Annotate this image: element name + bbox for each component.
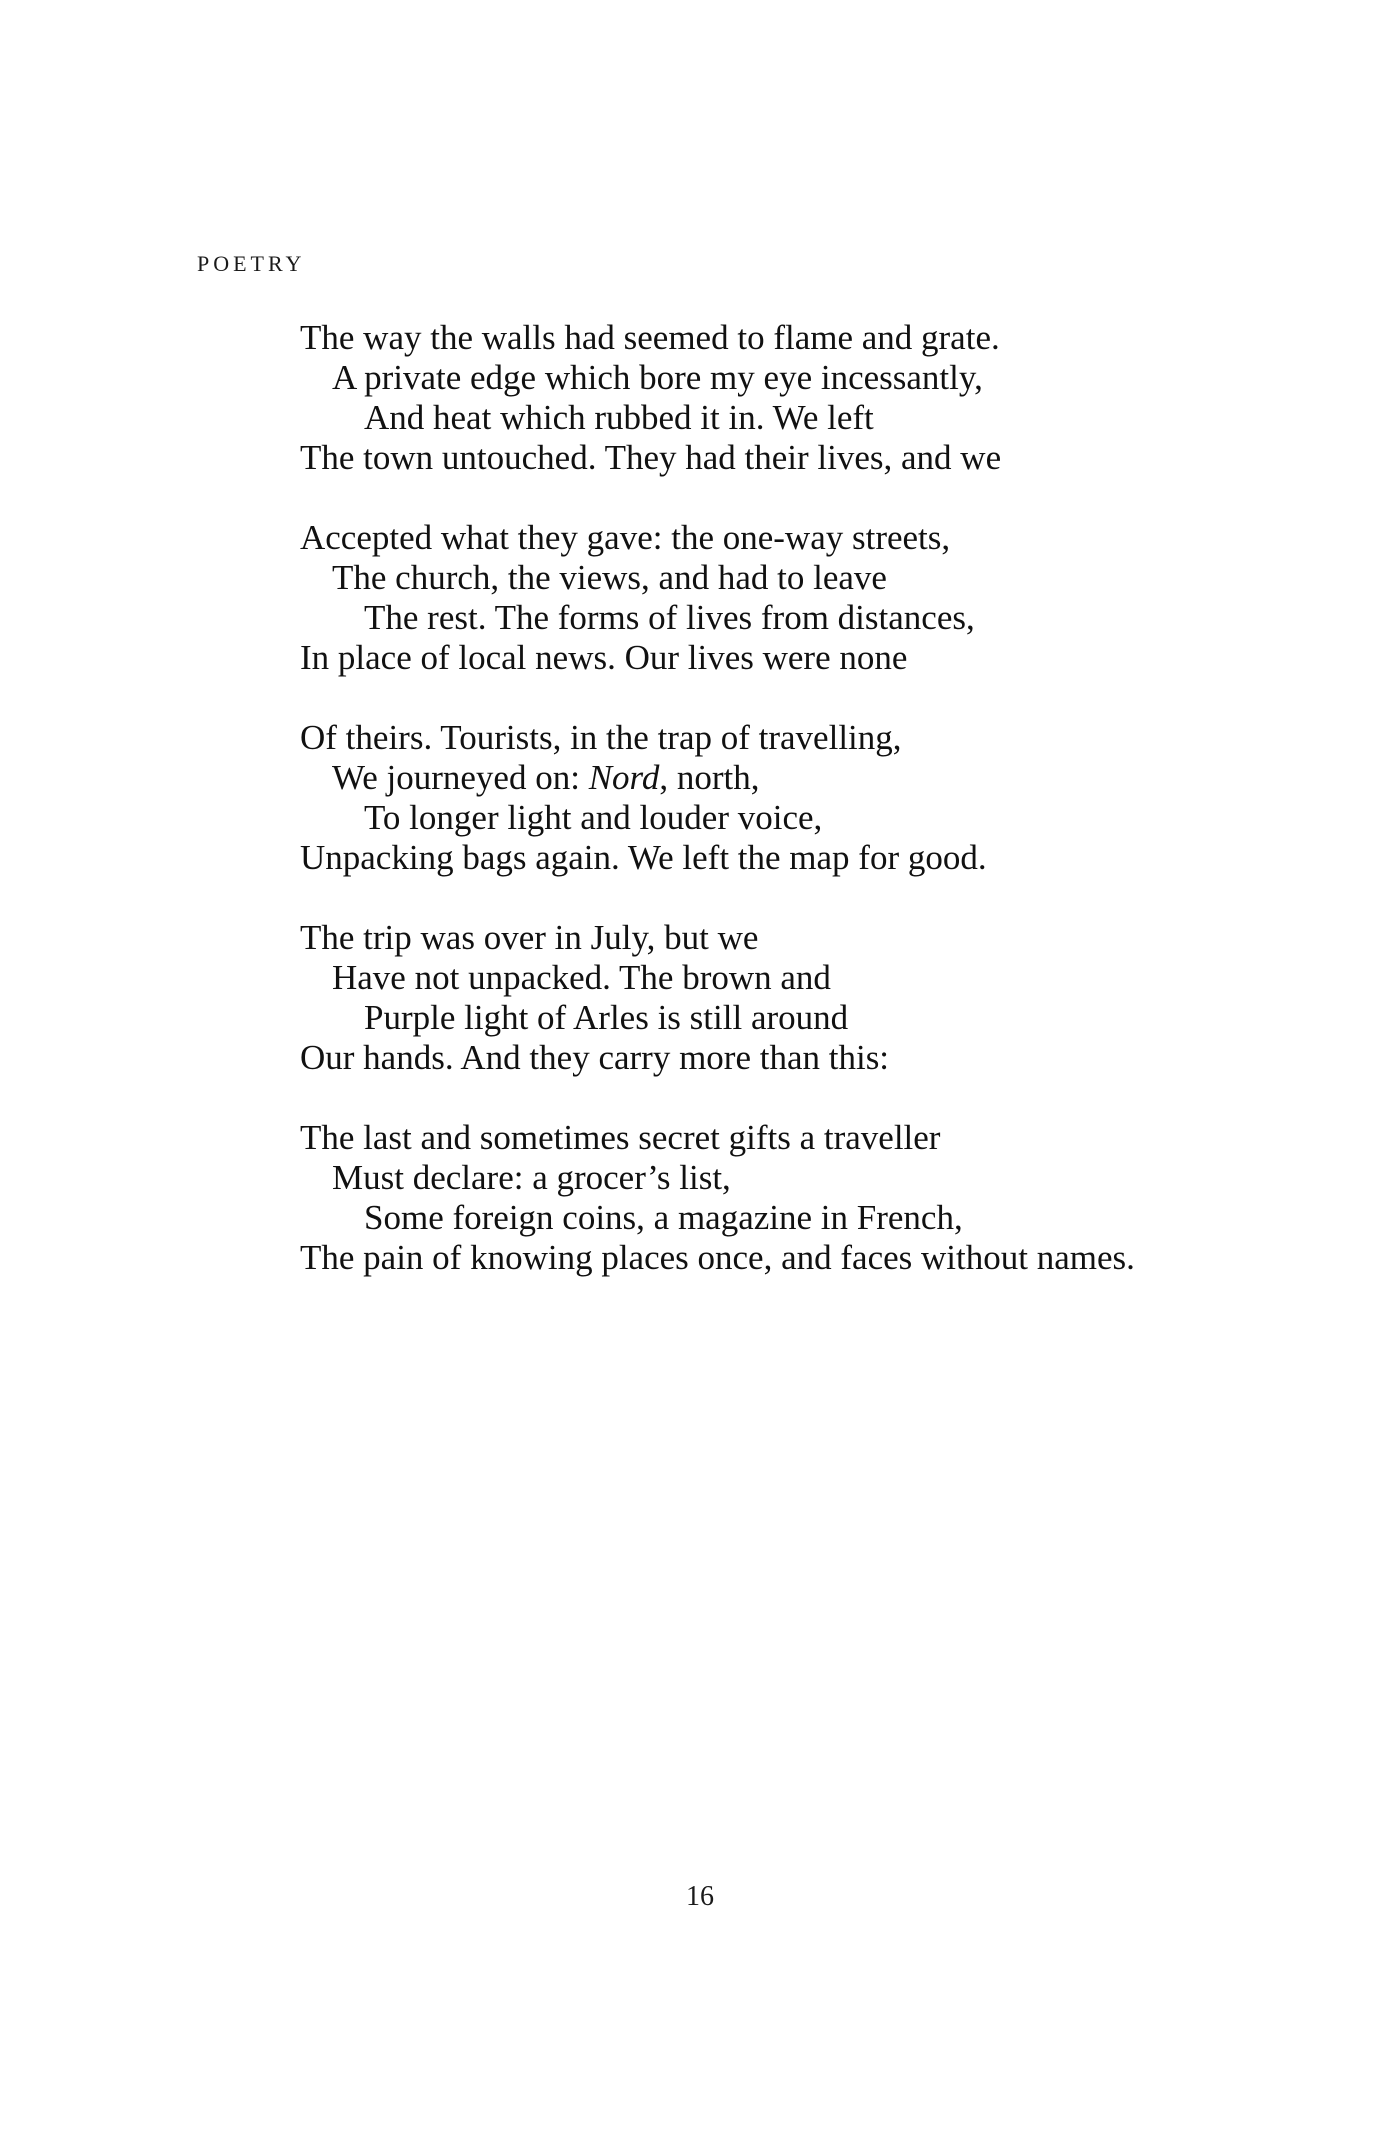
page-number: 16 — [686, 1881, 714, 1912]
poem-line: The way the walls had seemed to flame and grate. — [300, 318, 1000, 357]
running-head: POETRY — [197, 251, 306, 276]
poem-line: The last and sometimes secret gifts a traveller — [300, 1118, 941, 1157]
poem-line: To longer light and louder voice, — [364, 798, 823, 837]
poem-line: Must declare: a grocer’s list, — [332, 1158, 731, 1197]
poem-line: The trip was over in July, but we — [300, 918, 759, 957]
poem-line: Of theirs. Tourists, in the trap of travelling, — [300, 718, 902, 757]
stanza-4 — [300, 918, 1135, 1078]
poem-line: Our hands. And they carry more than this: — [300, 1038, 890, 1077]
italic-word: Nord — [588, 758, 660, 797]
stanza-5 — [300, 1118, 1135, 1278]
poem-line: And heat which rubbed it in. We left — [364, 398, 874, 437]
stanza-3 — [300, 718, 1135, 878]
poem-line: The rest. The forms of lives from distances, — [364, 598, 975, 637]
poem-line: The pain of knowing places once, and faces without names. — [300, 1238, 1135, 1277]
poem-line: A private edge which bore my eye incessantly, — [332, 358, 983, 397]
poem-line: The town untouched. They had their lives, and we — [300, 438, 1002, 477]
poem-line-tail: , north, — [659, 758, 760, 797]
poem-line: Have not unpacked. The brown and — [332, 958, 831, 997]
poem-line: Accepted what they gave: the one-way streets, — [300, 518, 951, 557]
poem-line: The church, the views, and had to leave — [332, 558, 887, 597]
poem-line: Unpacking bags again. We left the map for good. — [300, 838, 987, 877]
poem — [300, 318, 1135, 1318]
stanza-2 — [300, 518, 1135, 678]
poem-line — [300, 758, 1135, 798]
stanza-1 — [300, 318, 1135, 478]
poem-line: Some foreign coins, a magazine in French, — [364, 1198, 963, 1237]
poem-line: In place of local news. Our lives were none — [300, 638, 908, 677]
poem-line-text: We journeyed on: — [332, 758, 589, 797]
poem-line: Purple light of Arles is still around — [364, 998, 849, 1037]
